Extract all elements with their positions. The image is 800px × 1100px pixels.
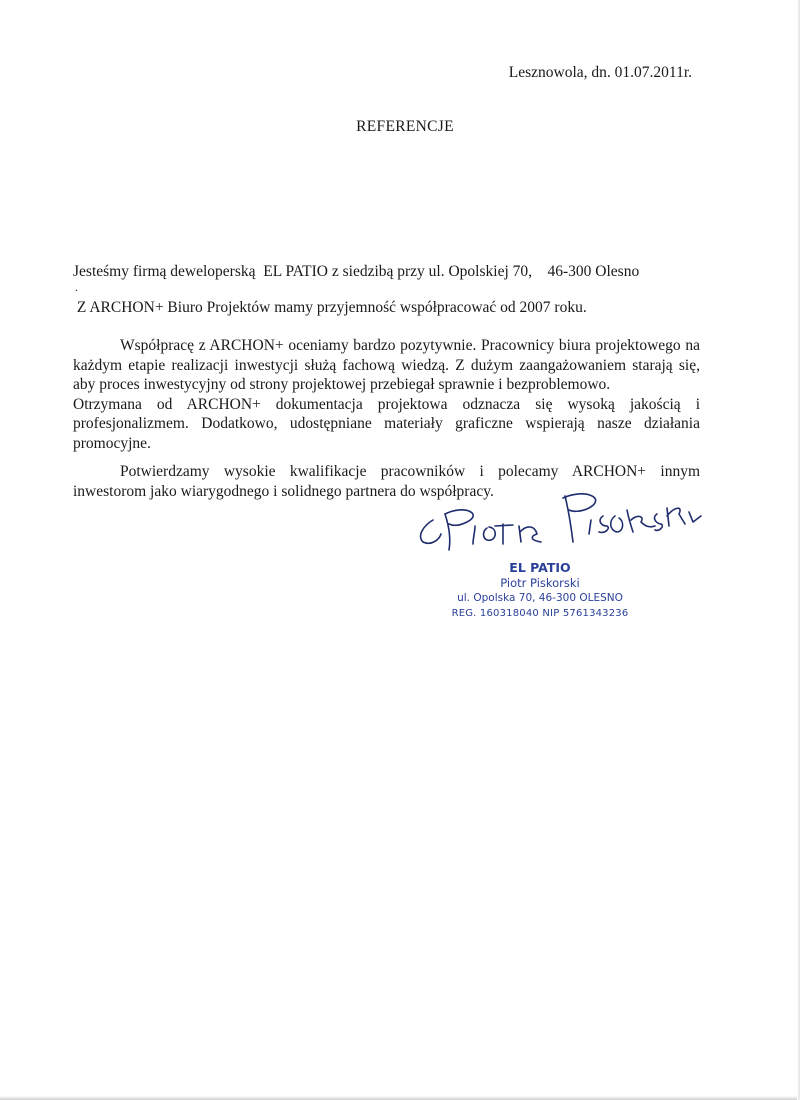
paragraph-assessment-text: Współpracę z ARCHON+ oceniamy bardzo pozytywnie. Pracownicy biura projektowego na każdym etapie realizacji inwestycji służą fachową wiedzą. Z dużym zaangażowaniem starają się, aby proces inwestycyjny od strony projektowej przebiegał sprawnie i bezproblemowo. [73, 337, 700, 393]
paragraph-assessment [73, 336, 700, 453]
cooperation-line: Z ARCHON+ Biuro Projektów mamy przyjemność współpracować od 2007 roku. [73, 299, 587, 316]
scan-bottom-edge [0, 1096, 800, 1100]
stamp-address: ul. Opolska 70, 46-300 OLESNO [457, 592, 623, 604]
stamp-registration: REG. 160318040 NIP 5761343236 [451, 608, 629, 619]
intro-line: Jesteśmy firmą deweloperską EL PATIO z siedzibą przy ul. Opolskiej 70, 46-300 Olesno [73, 263, 640, 280]
stamp-person-name: Piotr Piskorski [500, 576, 580, 590]
paragraph-recommendation-text: Potwierdzamy wysokie kwalifikacje pracowników i polecamy ARCHON+ innym inwestorom jako wiarygodnego i solidnego partnera do współpracy. [73, 463, 700, 500]
stray-dot: . [75, 280, 78, 294]
letter-date: Lesznowola, dn. 01.07.2011r. [508, 64, 692, 81]
handwritten-signature [405, 486, 725, 556]
paragraph-documentation-text: Otrzymana od ARCHON+ dokumentacja projektowa odznacza się wysoką jakością i profesjonalizmem. Dodatkowo, udostępniane materiały graficzne wspierają nasze działania promocyjne. [73, 395, 700, 452]
stamp-company-name: EL PATIO [509, 560, 571, 575]
letter-title: REFERENCJE [356, 118, 454, 135]
company-stamp [440, 560, 640, 621]
